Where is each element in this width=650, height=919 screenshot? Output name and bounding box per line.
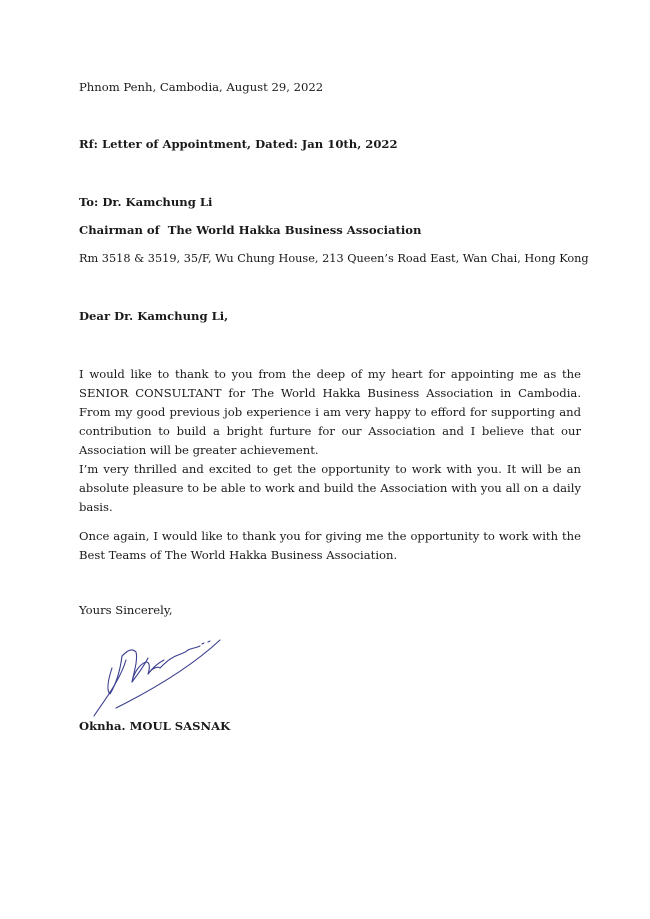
place-date: Phnom Penh, Cambodia, August 29, 2022 — [79, 80, 324, 94]
reference-line: Rf: Letter of Appointment, Dated: Jan 10th, 2022 — [79, 137, 398, 151]
closing: Yours Sincerely, — [79, 603, 173, 617]
body-paragraph-2: I’m very thrilled and excited to get the opportunity to work with you. It will be an absolute pleasure to be able to work and build the Association with you all on a daily basis. — [79, 462, 581, 514]
recipient-title: Chairman of The World Hakka Business Association — [79, 223, 422, 237]
recipient-address: Rm 3518 & 3519, 35/F, Wu Chung House, 213 Queen’s Road East, Wan Chai, Hong Kong — [79, 252, 589, 265]
body-paragraph-1: I would like to thank to you from the deep of my heart for appointing me as the SENIOR CONSULTANT for The World Hakka Business Association in Cambodia. From my good previous job experience i am very happy to efford for supporting and contribution to build a bright furture for our Association and I believe that our Association will be greater achievement. — [79, 367, 581, 457]
recipient-to: To: Dr. Kamchung Li — [79, 195, 213, 209]
body-paragraph-3: Once again, I would like to thank you for giving me the opportunity to work with the Best Teams of The World Hakka Business Association. — [79, 529, 581, 562]
salutation: Dear Dr. Kamchung Li, — [79, 309, 229, 323]
signatory-name: Oknha. MOUL SASNAK — [79, 719, 231, 733]
handwritten-signature — [92, 628, 232, 720]
